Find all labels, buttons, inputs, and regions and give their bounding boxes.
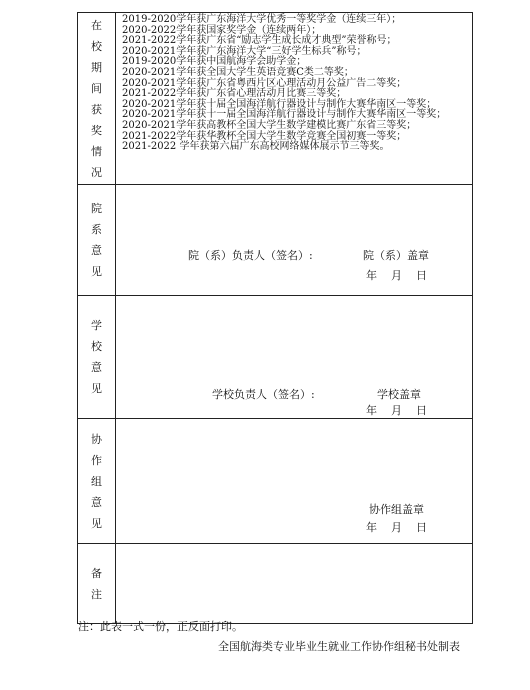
school-date: 年 月 日	[366, 404, 427, 417]
label-char: 校	[91, 39, 102, 53]
label-char: 注	[91, 587, 102, 601]
label-char: 意	[91, 361, 102, 374]
remarks-row	[78, 544, 473, 624]
print-note: 注：此表一式一份，正反面打印。	[78, 620, 243, 633]
award-line: 2021-2022学年获华教杯全国大学生数学竞赛全国初赛一等奖；	[122, 130, 407, 142]
school-opinion-label	[90, 315, 104, 399]
award-line: 2020-2021学年获广东海洋大学“三好学生标兵”称号；	[122, 45, 367, 57]
remarks-cell[interactable]	[116, 544, 473, 624]
remarks-label-cell	[78, 544, 116, 624]
label-char: 备	[91, 566, 102, 580]
label-char: 见	[91, 516, 102, 530]
awards-list	[116, 13, 473, 185]
award-line: 2021-2022 学年获第六届广东高校网络媒体展示节三等奖。	[122, 141, 390, 153]
school-signer-label: 学校负责人（签名）:	[212, 388, 315, 401]
award-line: 2019-2020学年获中国航海学会助学金；	[122, 56, 307, 68]
collab-label-cell	[78, 419, 116, 544]
department-label-cell	[78, 185, 116, 296]
department-signer-label: 院（系）负责人（签名）:	[188, 249, 313, 262]
label-char: 间	[91, 81, 102, 95]
collab-opinion-cell[interactable]	[116, 419, 473, 544]
award-line: 2021-2022学年获广东省心理活动月比赛三等奖；	[122, 88, 347, 100]
issuer-footer: 全国航海类专业毕业生就业工作协作组秘书处制表	[218, 640, 460, 653]
label-char: 况	[91, 165, 102, 179]
school-opinion-cell[interactable]	[116, 296, 473, 419]
school-opinion-row	[78, 296, 473, 419]
department-opinion-label	[90, 198, 104, 282]
awards-row	[78, 13, 473, 185]
collab-date: 年 月 日	[366, 521, 427, 534]
label-char: 作	[91, 453, 102, 467]
label-char: 获	[91, 102, 102, 116]
award-line: 2020-2021学年获十一届全国海洋航行器设计与制作大赛华南区一等奖；	[122, 109, 447, 121]
label-char: 奖	[91, 123, 102, 137]
label-char: 在	[91, 18, 102, 32]
department-seal-label: 院（系）盖章	[363, 249, 429, 262]
label-char: 见	[91, 265, 102, 278]
award-line: 2020-2021学年获十届全国海洋航行器设计与制作大赛华南区一等奖；	[122, 98, 437, 110]
label-char: 意	[91, 244, 102, 257]
department-opinion-row	[78, 185, 473, 296]
label-char: 意	[91, 495, 102, 509]
school-label-cell	[78, 296, 116, 419]
label-char: 院	[91, 202, 102, 215]
award-line: 2020-2021学年获广东省粤西片区心理活动月公益广告二等奖；	[122, 77, 407, 89]
label-char: 系	[91, 223, 102, 236]
label-char: 校	[91, 340, 102, 353]
remarks-label	[90, 563, 104, 605]
label-char: 学	[91, 319, 102, 332]
department-opinion-cell[interactable]	[116, 185, 473, 296]
application-form-table	[77, 12, 473, 624]
collab-seal-label: 协作组盖章	[369, 503, 424, 516]
awards-label	[90, 15, 104, 183]
label-char: 期	[91, 60, 102, 74]
award-line: 2020-2021学年获高教杯全国大学生数学建模比赛广东省三等奖；	[122, 119, 417, 131]
collab-opinion-row	[78, 419, 473, 544]
school-seal-label: 学校盖章	[377, 388, 421, 401]
awards-label-cell	[78, 13, 116, 185]
award-line: 2020-2021学年获全国大学生英语竞赛C类二等奖；	[122, 66, 354, 78]
label-char: 见	[91, 382, 102, 395]
label-char: 协	[91, 432, 102, 446]
award-line: 2021-2022学年获广东省“励志学生成长成才典型”荣誉称号；	[122, 35, 397, 47]
label-char: 组	[91, 474, 102, 488]
department-date: 年 月 日	[366, 269, 427, 282]
award-line: 2020-2022学年获国家奖学金（连续两年）；	[122, 24, 322, 36]
collab-opinion-label	[90, 429, 104, 534]
label-char: 情	[91, 144, 102, 158]
award-line: 2019-2020学年获广东海洋大学优秀一等奖学金（连续三年）；	[122, 14, 402, 25]
